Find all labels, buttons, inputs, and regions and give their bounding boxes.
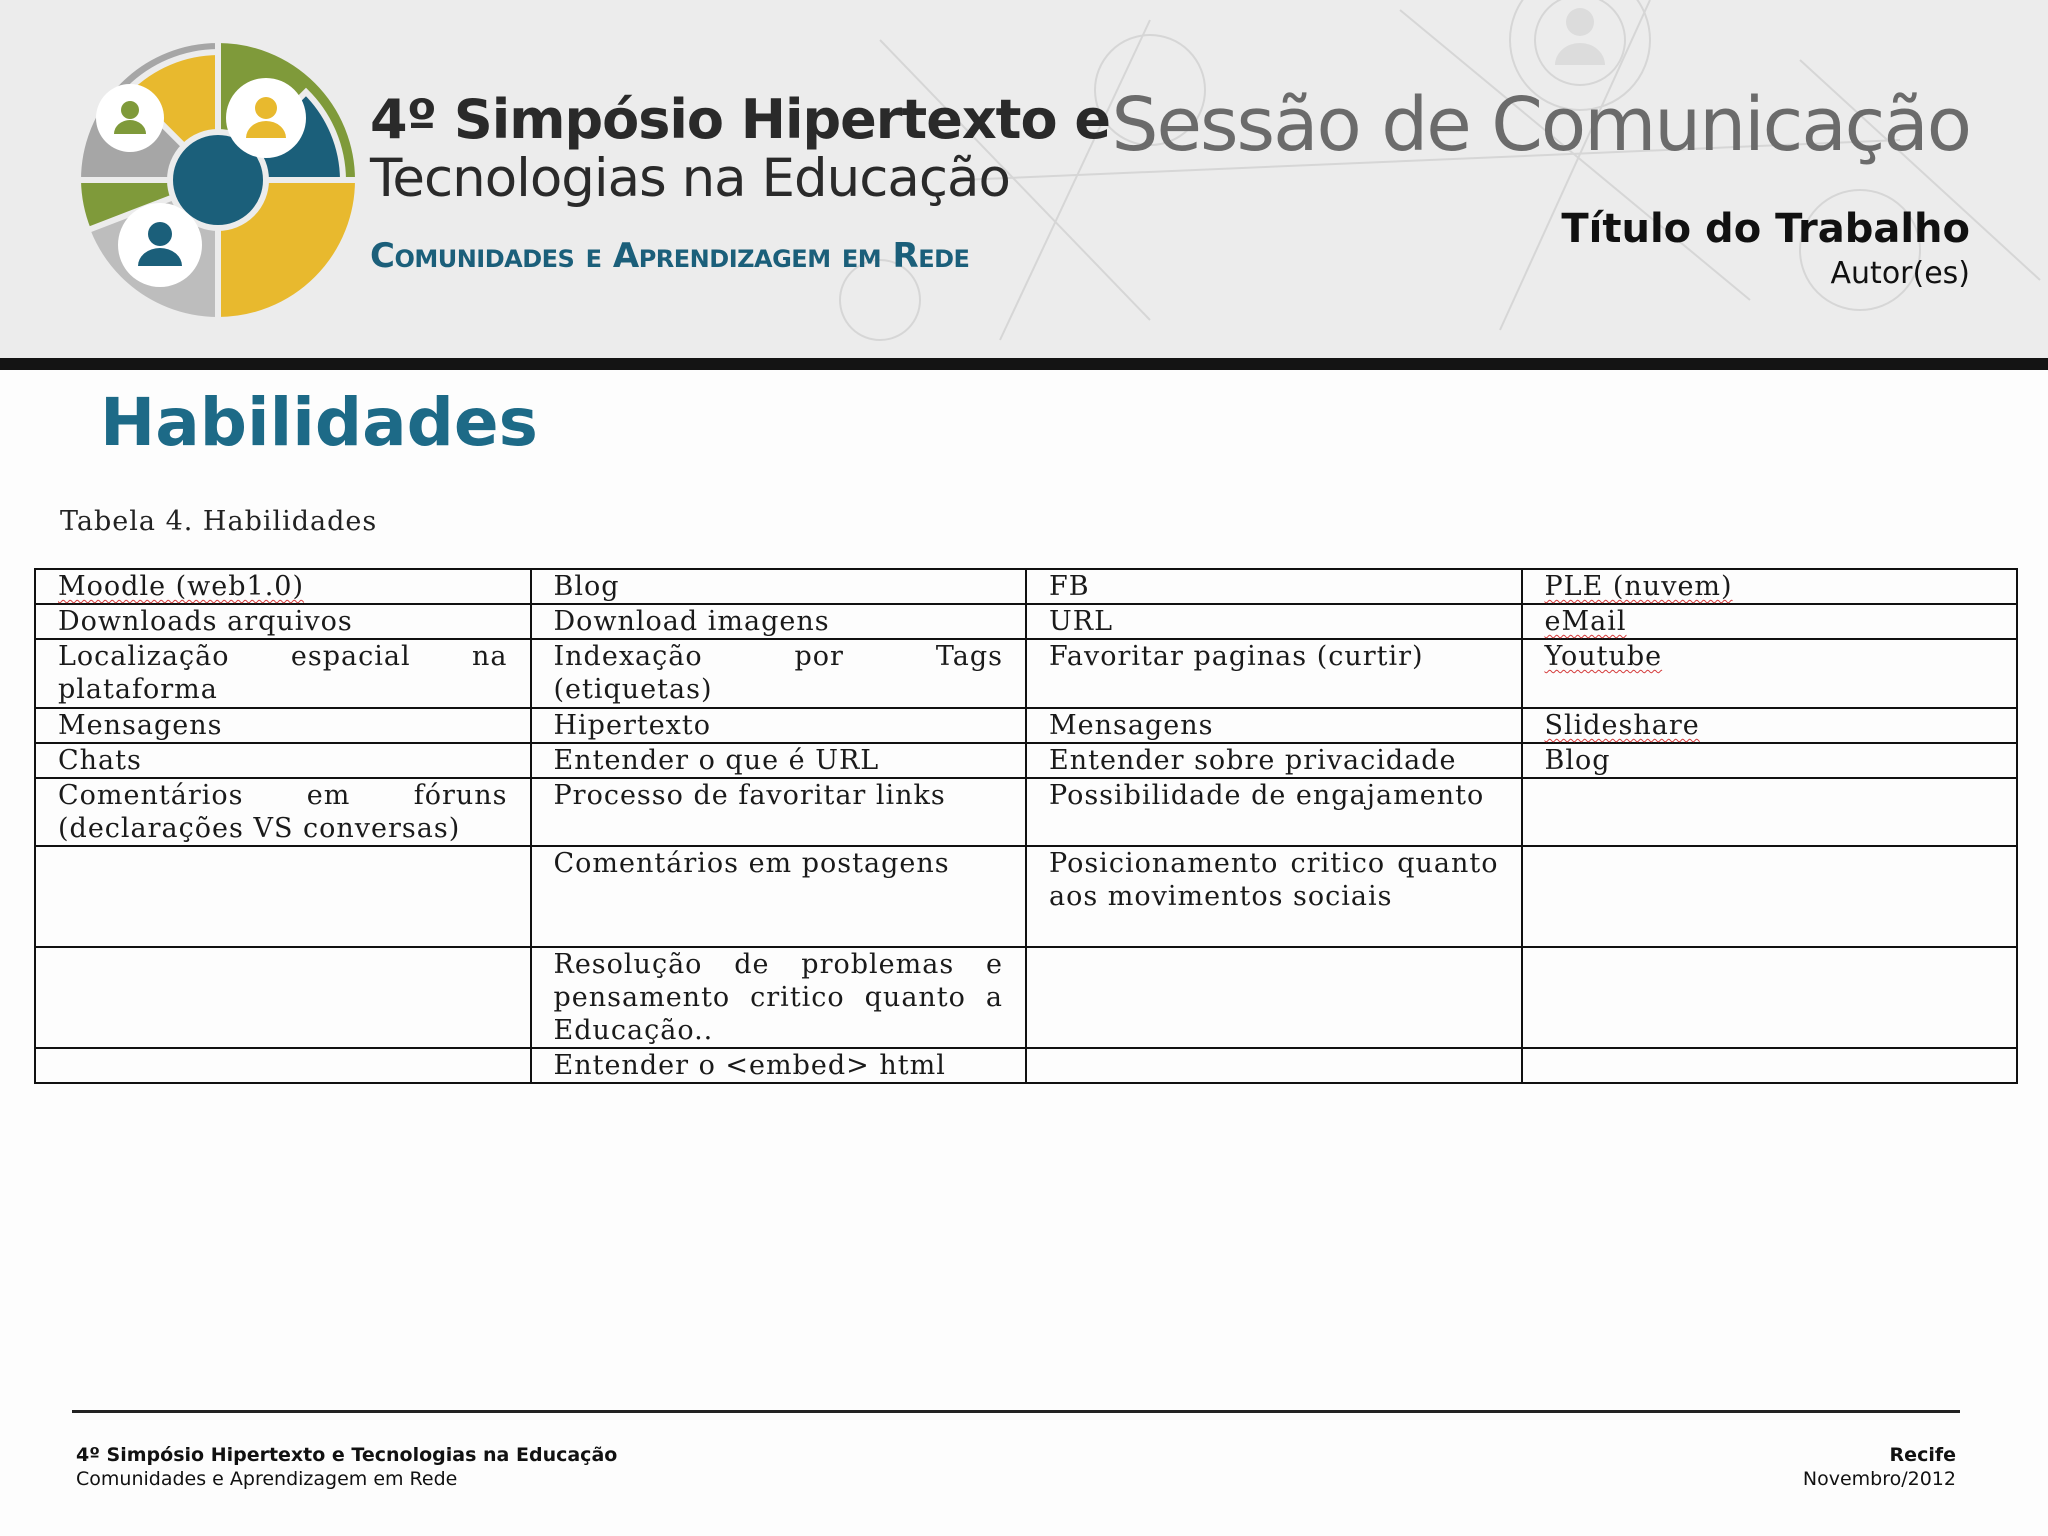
table-cell: [1026, 947, 1522, 1048]
cell-text: Blog: [553, 571, 620, 602]
cell-text: Mensagens: [58, 710, 223, 741]
table-row: [35, 1048, 2017, 1083]
table-cell: [1522, 947, 2018, 1048]
cell-text: Moodle (web1.0): [58, 571, 305, 602]
table-row: [35, 604, 2017, 639]
table-cell: [1522, 604, 2018, 639]
table-row: [35, 639, 2017, 708]
table-row: [35, 708, 2017, 743]
footer-city: Recife: [1889, 1444, 1956, 1466]
cell-text: Mensagens: [1049, 710, 1214, 741]
cell-text: Favoritar paginas (curtir): [1049, 641, 1424, 672]
table-row: [35, 743, 2017, 778]
table-cell: [531, 947, 1027, 1048]
table-cell: [35, 569, 531, 604]
table-cell: [35, 778, 531, 846]
table-cell: [1522, 743, 2018, 778]
footer-date: Novembro/2012: [1802, 1468, 1956, 1490]
cell-text: Processo de favoritar links: [553, 780, 946, 811]
cell-text: Entender sobre privacidade: [1049, 745, 1457, 776]
table-row: [35, 778, 2017, 846]
table-cell: [1522, 778, 2018, 846]
table-cell: [531, 569, 1027, 604]
symposium-logo: [68, 30, 368, 340]
table-cell: [1026, 604, 1522, 639]
table-cell: [35, 846, 531, 947]
table-row: [35, 947, 2017, 1048]
table-cell: [1522, 846, 2018, 947]
table-cell: [531, 778, 1027, 846]
table-cell: [1026, 846, 1522, 947]
cell-text: PLE (nuvem): [1544, 571, 1733, 602]
cell-text: Entender o que é URL: [553, 745, 880, 776]
authors: Autor(es): [1830, 256, 1970, 291]
session-title: Sessão de Comunicação: [1111, 82, 1970, 168]
table-row: [35, 846, 2017, 947]
cell-text: Comentários em postagens: [553, 848, 950, 879]
cell-text: Downloads arquivos: [58, 606, 353, 637]
table-cell: [1026, 708, 1522, 743]
table-cell: [35, 743, 531, 778]
cell-text: Entender o <embed> html: [553, 1050, 946, 1081]
table-cell: [35, 947, 531, 1048]
cell-text: Comentários em fóruns (declarações VS conversas): [58, 780, 508, 844]
table-cell: [531, 604, 1027, 639]
cell-text: Resolução de problemas e pensamento critico quanto a Educação..: [553, 949, 1003, 1046]
header-divider: [0, 358, 2048, 370]
table-cell: [1026, 639, 1522, 708]
cell-text: eMail: [1544, 606, 1627, 637]
slide-title: Habilidades: [100, 384, 538, 461]
table-cell: [531, 1048, 1027, 1083]
table-cell: [1026, 569, 1522, 604]
header-banner: [0, 0, 2048, 358]
cell-text: Possibilidade de engajamento: [1049, 780, 1485, 811]
skills-table: [34, 568, 2018, 1084]
event-title-line1: 4º Simpósio Hipertexto e: [370, 88, 1111, 151]
table-cell: [1522, 1048, 2018, 1083]
cell-text: Slideshare: [1544, 710, 1700, 741]
cell-text: Chats: [58, 745, 142, 776]
table-cell: [531, 708, 1027, 743]
cell-text: FB: [1049, 571, 1090, 602]
cell-text: Indexação por Tags (etiquetas): [553, 641, 1003, 705]
table-cell: [1522, 639, 2018, 708]
footer-divider: [72, 1410, 1960, 1413]
cell-text: Posicionamento critico quanto aos movimentos sociais: [1049, 848, 1499, 912]
table-cell: [1026, 778, 1522, 846]
cell-text: Localização espacial na plataforma: [58, 641, 508, 705]
table-cell: [35, 708, 531, 743]
table-cell: [1522, 708, 2018, 743]
cell-text: Download imagens: [553, 606, 830, 637]
cell-text: Hipertexto: [553, 710, 712, 741]
event-title-line2: Tecnologias na Educação: [370, 148, 1010, 209]
table-cell: [35, 639, 531, 708]
table-caption: Tabela 4. Habilidades: [60, 506, 378, 537]
table-row: [35, 569, 2017, 604]
table-cell: [35, 604, 531, 639]
event-subtitle: Comunidades e Aprendizagem em Rede: [370, 236, 970, 276]
work-title: Título do Trabalho: [1561, 206, 1970, 252]
table-cell: [531, 743, 1027, 778]
cell-text: URL: [1049, 606, 1114, 637]
table-cell: [1522, 569, 2018, 604]
footer-event-name: 4º Simpósio Hipertexto e Tecnologias na Educação: [76, 1444, 618, 1466]
footer-event-subtitle: Comunidades e Aprendizagem em Rede: [76, 1468, 458, 1490]
table-cell: [531, 639, 1027, 708]
cell-text: Youtube: [1544, 641, 1663, 672]
cell-text: Blog: [1544, 745, 1611, 776]
table-cell: [1026, 743, 1522, 778]
table-cell: [1026, 1048, 1522, 1083]
table-cell: [531, 846, 1027, 947]
table-cell: [35, 1048, 531, 1083]
